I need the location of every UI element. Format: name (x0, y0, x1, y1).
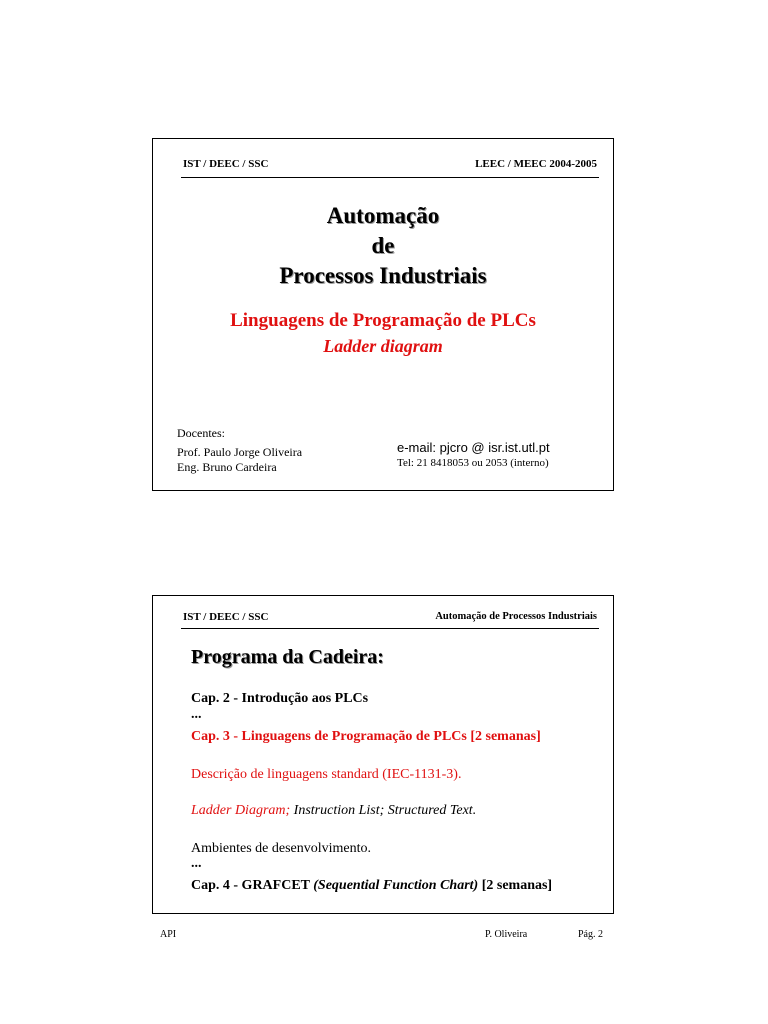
contact-block (397, 440, 550, 470)
cap4-suffix: [2 semanas] (478, 878, 553, 893)
title-slide (152, 138, 614, 491)
title-line-2: de (371, 233, 395, 258)
slide1-subtitle: Linguagens de Programação de PLCs (230, 310, 536, 331)
cap4-sfc: (Sequential Function Chart) (313, 878, 479, 893)
slide1-header-divider (181, 177, 599, 178)
footer-page-number: Pág. 2 (578, 929, 603, 940)
program-slide (152, 595, 614, 914)
slide1-title (153, 201, 613, 291)
description-line: Descrição de linguagens standard (IEC-1131-3). (191, 767, 462, 782)
title-line-3: Processos Industriais (279, 263, 487, 288)
cap2-line: Cap. 2 - Introdução aos PLCs (191, 691, 369, 706)
footer-author: P. Oliveira (485, 929, 528, 940)
docentes-block (177, 424, 302, 477)
email-text: e-mail: pjcro @ isr.ist.utl.pt (397, 440, 550, 455)
title-line-1: Automação (326, 203, 440, 228)
ladder-diagram-text: Ladder Diagram; (191, 803, 291, 818)
slide2-title: Programa da Cadeira: (191, 646, 384, 668)
telephone-text: Tel: 21 8418053 ou 2053 (interno) (397, 457, 549, 469)
languages-line (191, 803, 476, 819)
footer-left: API (160, 929, 177, 940)
teacher-2: Eng. Bruno Cardeira (177, 460, 277, 474)
slide1-subtitle-italic: Ladder diagram (323, 336, 443, 356)
docentes-label: Docentes: (177, 426, 225, 440)
slide2-header-right: Automação de Processos Industriais (435, 611, 597, 622)
ambientes-line: Ambientes de desenvolvimento. (191, 841, 372, 856)
ellipsis-1: ... (191, 707, 202, 722)
teacher-1: Prof. Paulo Jorge Oliveira (177, 445, 303, 459)
slide2-header-left: IST / DEEC / SSC (183, 611, 269, 623)
cap4-line (191, 878, 552, 894)
slide2-header-divider (181, 628, 599, 629)
slide1-header-left: IST / DEEC / SSC (183, 158, 269, 170)
other-languages-text: Instruction List; Structured Text. (290, 803, 477, 818)
slide1-header-right: LEEC / MEEC 2004-2005 (475, 158, 597, 170)
cap4-prefix: Cap. 4 - GRAFCET (191, 878, 314, 893)
cap3-line: Cap. 3 - Linguagens de Programação de PLCs [2 semanas] (191, 729, 541, 744)
ellipsis-2: ... (191, 856, 202, 871)
